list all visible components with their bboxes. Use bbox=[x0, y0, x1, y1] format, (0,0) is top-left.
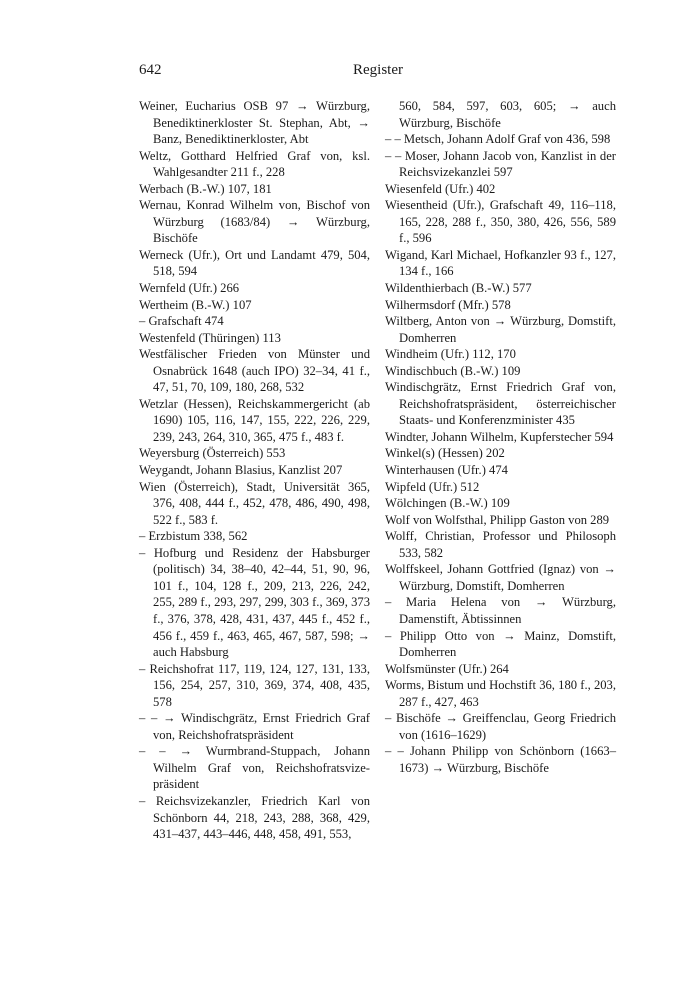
page-number: 642 bbox=[139, 62, 162, 78]
index-column-left bbox=[139, 98, 370, 843]
index-entry: Wertheim (B.-W.) 107 bbox=[139, 297, 252, 312]
index-entry: – Maria Helena von → Würzburg, Damenstift, Äbtissinnen bbox=[385, 595, 616, 626]
index-entry: – Grafschaft 474 bbox=[139, 314, 224, 329]
index-entry: Wilhermsdorf (Mfr.) 578 bbox=[385, 297, 511, 312]
index-entry: – – Johann Philipp von Schönborn (1663–1673) → Würzburg, Bischöfe bbox=[385, 744, 616, 775]
index-entry: Wölchingen (B.-W.) 109 bbox=[385, 496, 510, 511]
index-entry-continuation: 560, 584, 597, 603, 605; → auch Würzburg, Bischöfe bbox=[399, 99, 616, 130]
index-entry: Worms, Bistum und Hochstift 36, 180 f., 203, 287 f., 427, 463 bbox=[385, 678, 616, 709]
index-entry: Wipfeld (Ufr.) 512 bbox=[385, 479, 480, 494]
index-entry: Westenfeld (Thüringen) 113 bbox=[139, 330, 281, 345]
index-entry: – – Moser, Johann Jacob von, Kanzlist in der Reichsvizekanzlei 597 bbox=[385, 148, 616, 180]
index-entry: Wolffskeel, Johann Gottfried (Ignaz) von → Würzburg, Domstift, Domherren bbox=[385, 562, 616, 593]
index-entry: – Erzbistum 338, 562 bbox=[139, 529, 248, 544]
index-entry: Weyersburg (Österreich) 553 bbox=[139, 446, 286, 461]
index-entry: – – → Wurmbrand-Stuppach, Johann Wilhelm Graf von, Reichshofratsvize-präsident bbox=[139, 744, 370, 792]
index-entry: Wolf von Wolfsthal, Philipp Gaston von 289 bbox=[385, 512, 610, 527]
index-entry: Weltz, Gotthard Helfried Graf von, ksl. Wahlgesandter 211 f., 228 bbox=[139, 148, 370, 180]
index-entry: Wiltberg, Anton von → Würzburg, Domstift, Domherren bbox=[385, 314, 616, 345]
index-entry: Wiesenfeld (Ufr.) 402 bbox=[385, 181, 496, 196]
index-entry: Wildenthierbach (B.-W.) 577 bbox=[385, 281, 532, 296]
index-entry: Wigand, Karl Michael, Hofkanzler 93 f., 127, 134 f., 166 bbox=[385, 247, 616, 279]
index-entry: – Philipp Otto von → Mainz, Domstift, Domherren bbox=[385, 628, 616, 660]
index-column-right bbox=[385, 98, 616, 776]
index-entry: Wernau, Konrad Wilhelm von, Bischof von Würzburg (1683/84) → Würzburg, Bischöfe bbox=[139, 198, 370, 246]
index-entry: Westfälischer Frieden von Münster und Osnabrück 1648 (auch IPO) 32–34, 41 f., 47, 51, 70, 109, 180, 268, 532 bbox=[139, 347, 370, 395]
index-entry: – Reichsvizekanzler, Friedrich Karl von Schönborn 44, 218, 243, 288, 368, 429, 431–437, 443–446, 448, 458, 491, 553, bbox=[139, 793, 370, 842]
index-entry: Winterhausen (Ufr.) 474 bbox=[385, 463, 508, 478]
index-entry: Wolff, Christian, Professor und Philosoph 533, 582 bbox=[385, 529, 616, 560]
index-entry: Windter, Johann Wilhelm, Kupferstecher 594 bbox=[385, 429, 614, 444]
index-entry: Wolfsmünster (Ufr.) 264 bbox=[385, 661, 509, 676]
index-entry: Windischgrätz, Ernst Friedrich Graf von, Reichshofratspräsident, österreichischer Staats- und Konferenzminister 435 bbox=[385, 380, 616, 428]
index-entry: Wetzlar (Hessen), Reichskammergericht (ab 1690) 105, 116, 147, 155, 222, 226, 229, 239, 243, 264, 310, 365, 475 f., 483 f. bbox=[139, 396, 370, 444]
index-entry: Werneck (Ufr.), Ort und Landamt 479, 504, 518, 594 bbox=[139, 247, 370, 279]
index-entry: Windischbuch (B.-W.) 109 bbox=[385, 363, 521, 378]
index-entry: Wien (Österreich), Stadt, Universität 365, 376, 408, 444 f., 452, 478, 486, 490, 498, 522 f., 583 f. bbox=[139, 479, 370, 527]
index-entry: Wernfeld (Ufr.) 266 bbox=[139, 281, 240, 296]
index-entry: – – → Windischgrätz, Ernst Friedrich Graf von, Reichshofratspräsident bbox=[139, 711, 370, 742]
index-entry: Windheim (Ufr.) 112, 170 bbox=[385, 347, 516, 362]
index-entry: – Reichshofrat 117, 119, 124, 127, 131, 133, 156, 254, 257, 310, 369, 374, 408, 435, 578 bbox=[139, 661, 370, 709]
index-entry: – Bischöfe → Greiffenclau, Georg Friedrich von (1616–1629) bbox=[385, 711, 616, 742]
index-entry: – – Metsch, Johann Adolf Graf von 436, 598 bbox=[385, 132, 611, 147]
index-entry: Winkel(s) (Hessen) 202 bbox=[385, 446, 505, 461]
running-head: Register bbox=[353, 62, 403, 78]
index-entry: Weiner, Eucharius OSB 97 → Würzburg, Benediktinerkloster St. Stephan, Abt, → Banz, Benediktinerkloster, Abt bbox=[139, 99, 370, 147]
index-entry: – Hofburg und Residenz der Habsburger (politisch) 34, 38–40, 42–44, 51, 90, 96, 101 f., 104, 128 f., 209, 213, 226, 242, 255, 289 f., 293, 297, 299, 303 f., 369, 373 f., 376, 378, 428, 431, 437, 445 f., 452 f., 456 f., 459 f., 463, 465, 467, 587, 598; → auch Habsburg bbox=[139, 545, 370, 660]
index-entry: Werbach (B.-W.) 107, 181 bbox=[139, 181, 272, 196]
index-entry: Weygandt, Johann Blasius, Kanzlist 207 bbox=[139, 463, 343, 478]
index-entry: Wiesentheid (Ufr.), Grafschaft 49, 116–118, 165, 228, 288 f., 350, 380, 426, 556, 589 f., 596 bbox=[385, 198, 616, 246]
